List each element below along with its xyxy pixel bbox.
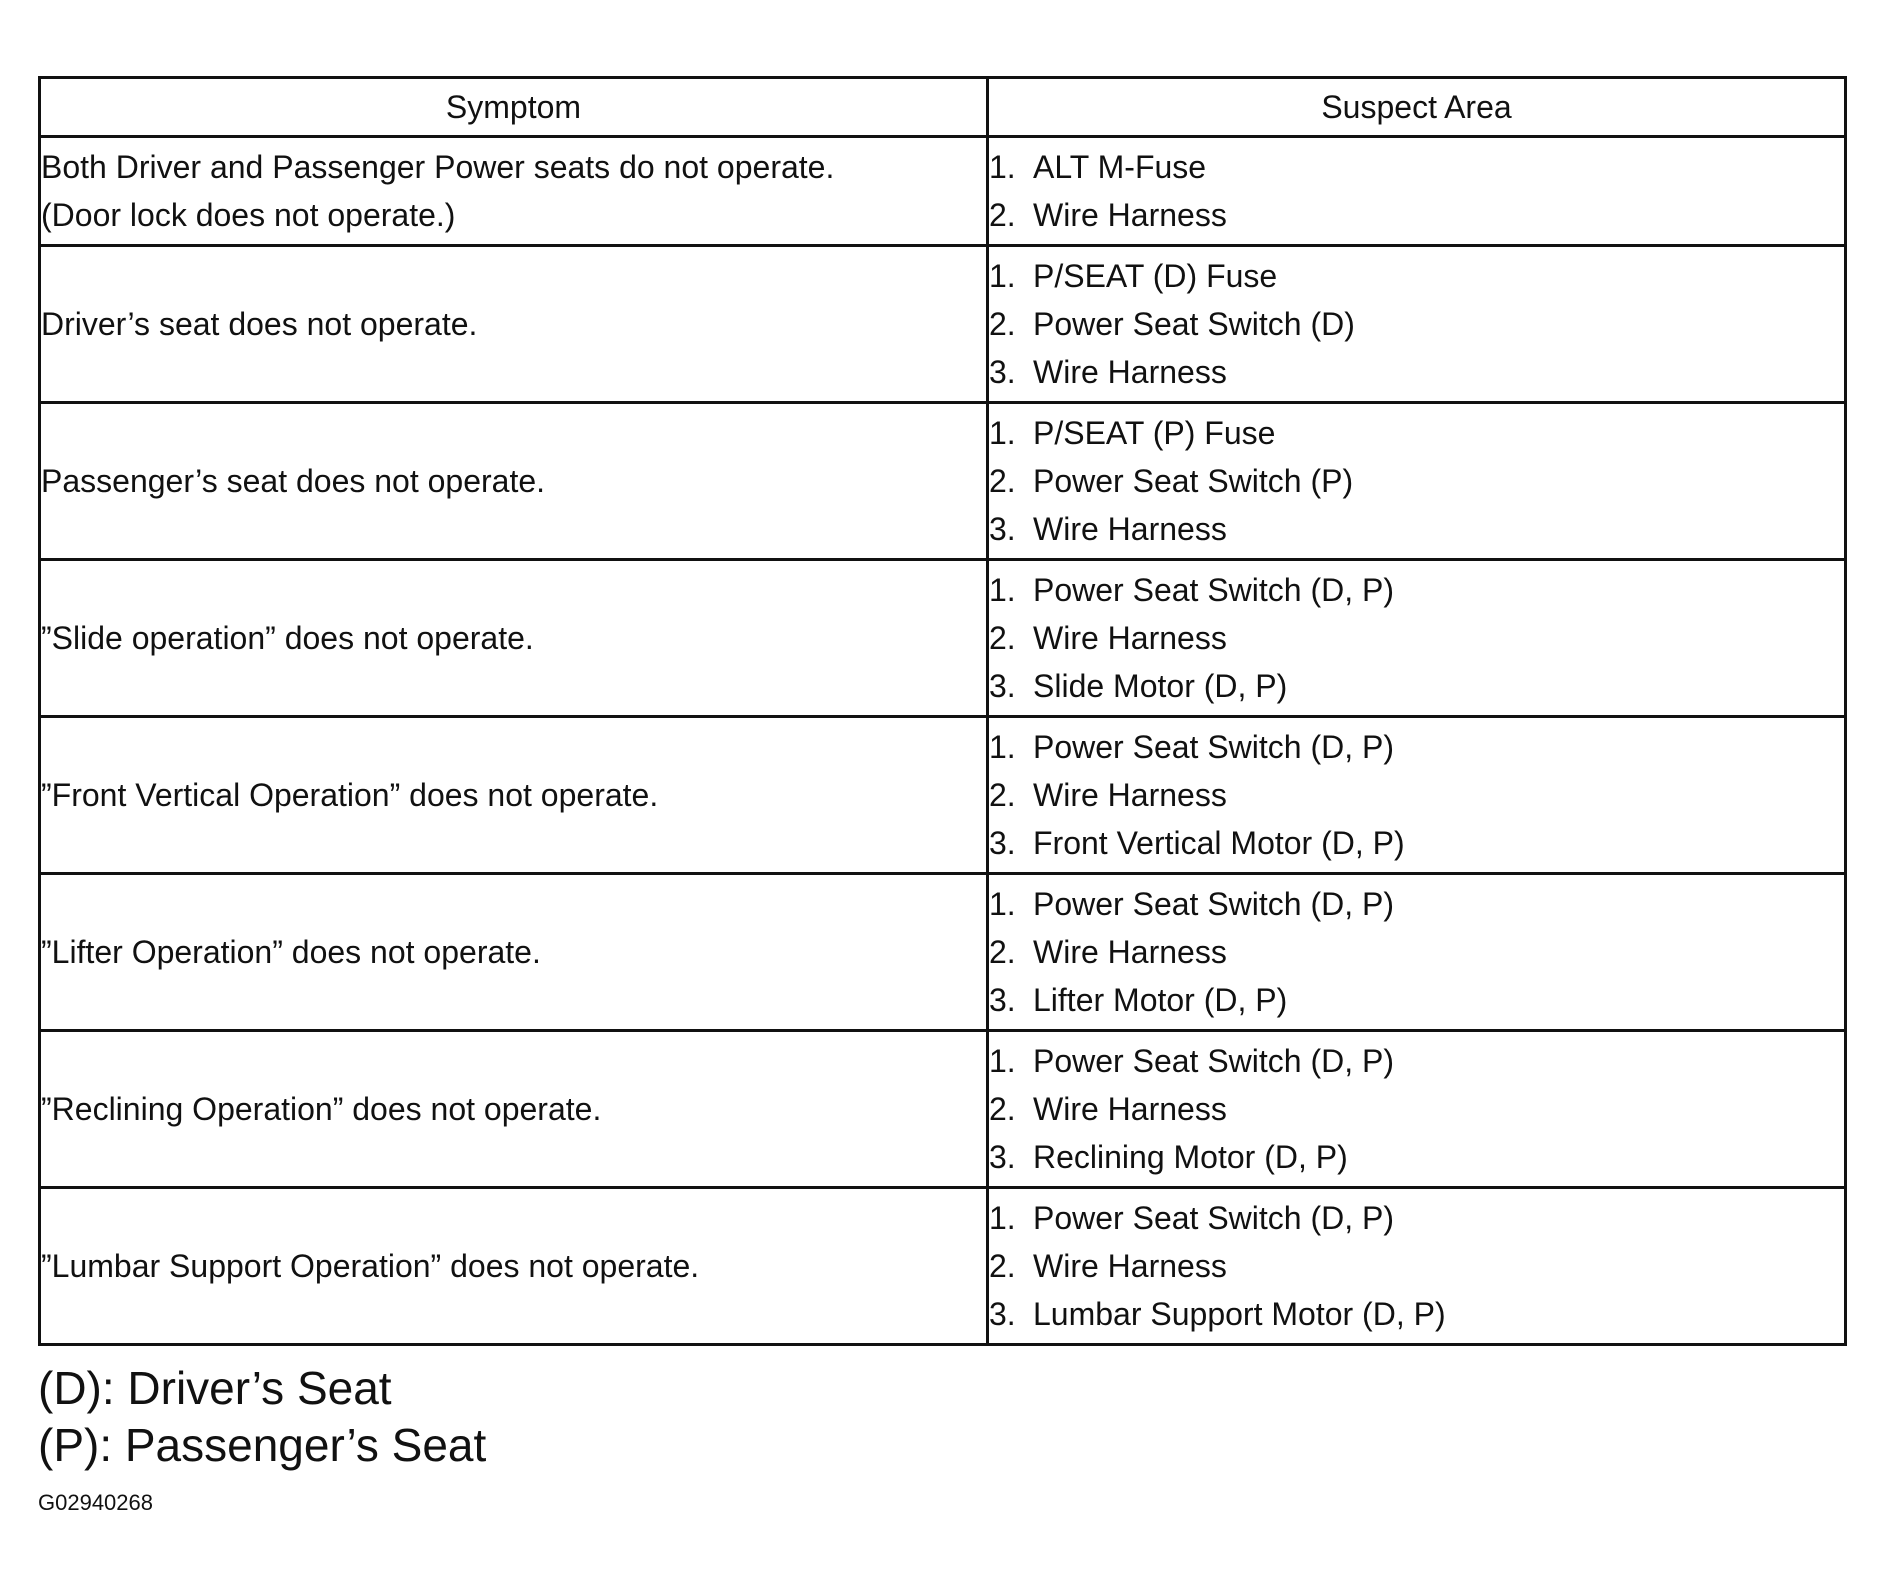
suspect-area-cell	[988, 1031, 1846, 1188]
suspect-item	[989, 143, 1844, 191]
suspect-item-number: 3.	[989, 1296, 1016, 1332]
suspect-item-number: 3.	[989, 825, 1016, 861]
legend-driver: (D): Driver’s Seat	[38, 1362, 392, 1414]
suspect-item-text: Power Seat Switch (P)	[1033, 463, 1354, 499]
suspect-item-text: Slide Motor (D, P)	[1033, 668, 1288, 704]
suspect-item-number: 1.	[989, 886, 1016, 922]
suspect-item-text: Power Seat Switch (D, P)	[1033, 572, 1394, 608]
symptom-cell	[40, 1188, 988, 1345]
table-header-row	[40, 78, 1846, 137]
suspect-item-text: Lifter Motor (D, P)	[1033, 982, 1288, 1018]
suspect-item-text: Power Seat Switch (D, P)	[1033, 1200, 1394, 1236]
suspect-area-cell	[988, 1188, 1846, 1345]
suspect-item-number: 2.	[989, 306, 1016, 342]
suspect-item	[989, 662, 1844, 710]
suspect-item	[989, 252, 1844, 300]
suspect-item-text: Reclining Motor (D, P)	[1033, 1139, 1348, 1175]
symptom-text: ”Lifter Operation” does not operate.	[41, 934, 541, 970]
suspect-item-text: Wire Harness	[1033, 934, 1227, 970]
suspect-area-cell	[988, 560, 1846, 717]
suspect-item-text: Power Seat Switch (D)	[1033, 306, 1355, 342]
suspect-item-number: 3.	[989, 511, 1016, 547]
suspect-item-number: 1.	[989, 149, 1016, 185]
suspect-item-text: Wire Harness	[1033, 354, 1227, 390]
suspect-item-text: P/SEAT (P) Fuse	[1033, 415, 1276, 451]
suspect-item	[989, 1290, 1844, 1338]
header-suspect-area: Suspect Area	[988, 78, 1846, 137]
table-row	[40, 717, 1846, 874]
header-symptom: Symptom	[40, 78, 988, 137]
table-body	[40, 137, 1846, 1345]
suspect-item	[989, 928, 1844, 976]
table-row	[40, 403, 1846, 560]
suspect-item	[989, 457, 1844, 505]
symptom-cell	[40, 560, 988, 717]
suspect-item-text: Power Seat Switch (D, P)	[1033, 1043, 1394, 1079]
symptom-text: Driver’s seat does not operate.	[41, 306, 478, 342]
suspect-area-cell	[988, 246, 1846, 403]
suspect-item-number: 2.	[989, 934, 1016, 970]
legend-passenger: (P): Passenger’s Seat	[38, 1419, 487, 1471]
suspect-item-number: 2.	[989, 1091, 1016, 1127]
suspect-item-text: Front Vertical Motor (D, P)	[1033, 825, 1405, 861]
symptom-cell	[40, 246, 988, 403]
suspect-item	[989, 1037, 1844, 1085]
symptom-cell	[40, 403, 988, 560]
suspect-item-number: 1.	[989, 572, 1016, 608]
table-row	[40, 560, 1846, 717]
suspect-item-text: Wire Harness	[1033, 1091, 1227, 1127]
symptom-cell	[40, 717, 988, 874]
table-row	[40, 137, 1846, 246]
suspect-item	[989, 1242, 1844, 1290]
symptom-text: ”Slide operation” does not operate.	[41, 620, 534, 656]
table-row	[40, 874, 1846, 1031]
suspect-item	[989, 723, 1844, 771]
suspect-item	[989, 1133, 1844, 1181]
suspect-item	[989, 614, 1844, 662]
table-row	[40, 1031, 1846, 1188]
suspect-item-text: Power Seat Switch (D, P)	[1033, 729, 1394, 765]
table-row	[40, 246, 1846, 403]
suspect-item	[989, 1194, 1844, 1242]
suspect-item	[989, 300, 1844, 348]
suspect-item-text: Wire Harness	[1033, 197, 1227, 233]
suspect-item-number: 2.	[989, 777, 1016, 813]
suspect-item	[989, 409, 1844, 457]
suspect-item-number: 2.	[989, 197, 1016, 233]
symptom-cell	[40, 1031, 988, 1188]
suspect-item	[989, 976, 1844, 1024]
suspect-item-number: 2.	[989, 463, 1016, 499]
suspect-item-number: 1.	[989, 258, 1016, 294]
suspect-item-number: 1.	[989, 1043, 1016, 1079]
suspect-item-text: Wire Harness	[1033, 777, 1227, 813]
symptom-text: Passenger’s seat does not operate.	[41, 463, 546, 499]
suspect-item-text: Power Seat Switch (D, P)	[1033, 886, 1394, 922]
suspect-area-cell	[988, 137, 1846, 246]
suspect-item-text: P/SEAT (D) Fuse	[1033, 258, 1278, 294]
symptom-text: ”Front Vertical Operation” does not operate.	[41, 777, 659, 813]
suspect-item-text: Lumbar Support Motor (D, P)	[1033, 1296, 1446, 1332]
suspect-item-number: 1.	[989, 729, 1016, 765]
suspect-item	[989, 348, 1844, 396]
troubleshooting-table	[38, 76, 1847, 1346]
suspect-item-text: ALT M-Fuse	[1033, 149, 1207, 185]
suspect-item	[989, 505, 1844, 553]
suspect-item-number: 3.	[989, 1139, 1016, 1175]
suspect-item-text: Wire Harness	[1033, 1248, 1227, 1284]
suspect-item-number: 1.	[989, 1200, 1016, 1236]
symptom-text: ”Lumbar Support Operation” does not operate.	[41, 1248, 700, 1284]
suspect-item	[989, 1085, 1844, 1133]
suspect-item-number: 3.	[989, 668, 1016, 704]
table-row	[40, 1188, 1846, 1345]
suspect-item	[989, 880, 1844, 928]
suspect-item-number: 3.	[989, 982, 1016, 1018]
suspect-item-number: 2.	[989, 620, 1016, 656]
symptom-cell	[40, 874, 988, 1031]
suspect-item	[989, 819, 1844, 867]
symptom-cell	[40, 137, 988, 246]
suspect-area-cell	[988, 717, 1846, 874]
suspect-area-cell	[988, 874, 1846, 1031]
suspect-item	[989, 566, 1844, 614]
suspect-item-number: 1.	[989, 415, 1016, 451]
suspect-item-number: 2.	[989, 1248, 1016, 1284]
symptom-text: Both Driver and Passenger Power seats do not operate.	[41, 149, 835, 185]
suspect-area-cell	[988, 403, 1846, 560]
suspect-item-number: 3.	[989, 354, 1016, 390]
suspect-item-text: Wire Harness	[1033, 511, 1227, 547]
suspect-item	[989, 191, 1844, 239]
symptom-text: (Door lock does not operate.)	[41, 197, 456, 233]
suspect-item-text: Wire Harness	[1033, 620, 1227, 656]
figure-id: G02940268	[38, 1490, 153, 1515]
symptom-text: ”Reclining Operation” does not operate.	[41, 1091, 602, 1127]
suspect-item	[989, 771, 1844, 819]
